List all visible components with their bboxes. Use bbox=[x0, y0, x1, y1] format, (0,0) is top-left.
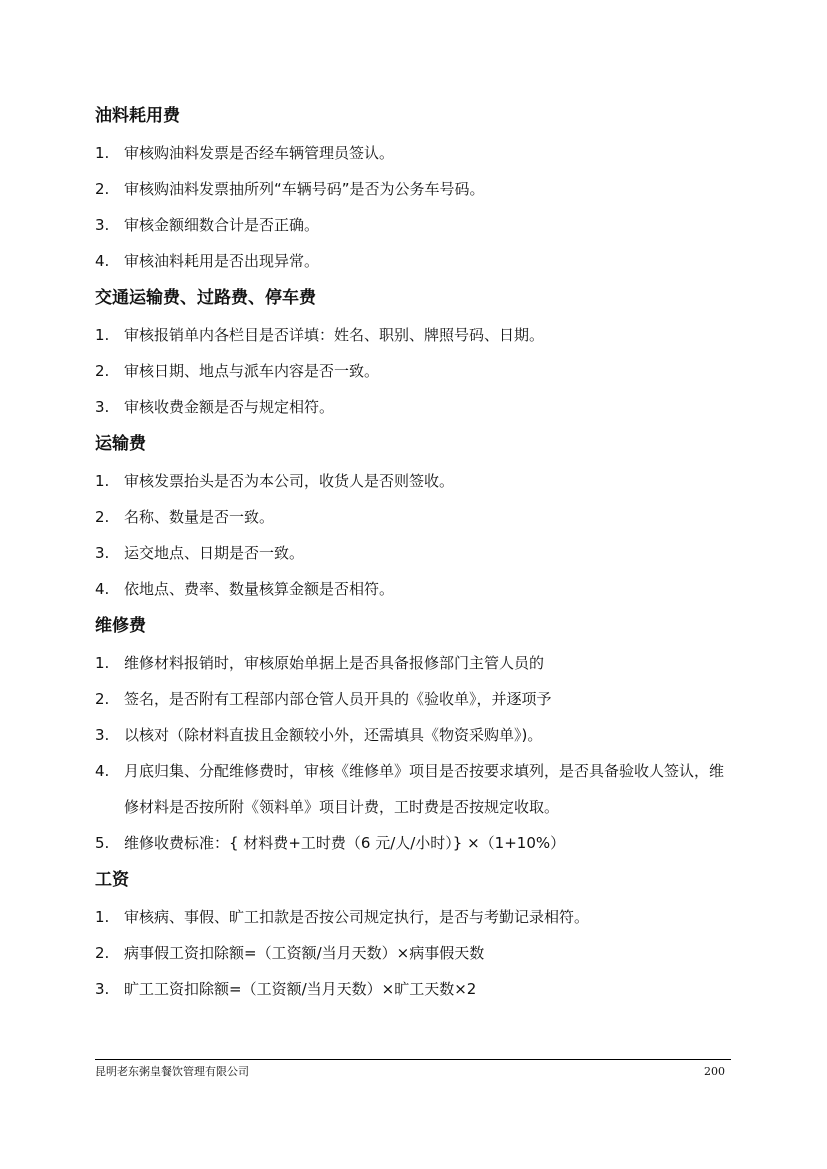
item-text: 审核病、事假、旷工扣款是否按公司规定执行，是否与考勤记录相符。 bbox=[124, 908, 590, 926]
section-heading: 油料耗用费 bbox=[95, 106, 180, 126]
item-text: 旷工工资扣除额=（工资额/当月天数）×旷工天数×2 bbox=[124, 980, 477, 998]
list-item bbox=[95, 542, 735, 564]
list-item bbox=[95, 578, 735, 600]
item-text: 审核日期、地点与派车内容是否一致。 bbox=[124, 362, 380, 380]
item-number: 3. bbox=[95, 980, 110, 998]
list-item bbox=[95, 250, 735, 272]
list-item bbox=[95, 470, 735, 492]
item-text: 审核报销单内各栏目是否详填：姓名、职别、牌照号码、日期。 bbox=[124, 326, 545, 344]
item-number: 4. bbox=[95, 762, 110, 780]
list-item bbox=[95, 832, 735, 854]
section-heading: 运输费 bbox=[95, 434, 146, 454]
section-heading: 维修费 bbox=[95, 616, 146, 636]
list-item bbox=[95, 178, 735, 200]
item-text: 病事假工资扣除额=（工资额/当月天数）×病事假天数 bbox=[124, 944, 485, 962]
item-number: 2. bbox=[95, 944, 110, 962]
item-number: 1. bbox=[95, 144, 110, 162]
item-text: 月底归集、分配维修费时，审核《维修单》项目是否按要求填列，是否具备验收人签认，维修材料是否按所附《领料单》项目计费，工时费是否按规定收取。 bbox=[124, 762, 725, 816]
item-number: 2. bbox=[95, 180, 110, 198]
list-item bbox=[95, 142, 735, 164]
item-number: 4. bbox=[95, 252, 110, 270]
item-text: 审核金额细数合计是否正确。 bbox=[124, 216, 320, 234]
list-item bbox=[95, 214, 735, 236]
section-maintenance bbox=[95, 614, 735, 854]
section-wages bbox=[95, 868, 735, 1000]
list-item bbox=[95, 724, 735, 746]
page-number: 200 bbox=[704, 1065, 725, 1078]
item-text: 以核对（除材料直拔且金额较小外，还需填具《物资采购单》)。 bbox=[124, 726, 543, 744]
list-item bbox=[95, 360, 735, 382]
item-text: 审核购油料发票是否经车辆管理员签认。 bbox=[124, 144, 395, 162]
footer-company-name: 昆明老东粥皇餐饮管理有限公司 bbox=[95, 1065, 249, 1078]
item-number: 3. bbox=[95, 726, 110, 744]
item-number: 2. bbox=[95, 362, 110, 380]
list-item bbox=[95, 942, 735, 964]
item-text: 审核购油料发票抽所列“车辆号码”是否为公务车号码。 bbox=[124, 180, 485, 198]
item-number: 3. bbox=[95, 544, 110, 562]
item-number: 1. bbox=[95, 472, 110, 490]
section-fuel bbox=[95, 104, 735, 272]
list-item bbox=[95, 652, 735, 674]
item-text: 运交地点、日期是否一致。 bbox=[124, 544, 305, 562]
item-text: 审核发票抬头是否为本公司，收货人是否则签收。 bbox=[124, 472, 455, 490]
item-number: 4. bbox=[95, 580, 110, 598]
item-number: 2. bbox=[95, 690, 110, 708]
item-text: 维修材料报销时，审核原始单据上是否具备报修部门主管人员的 bbox=[124, 654, 545, 672]
list-item bbox=[95, 906, 735, 928]
item-text: 维修收费标准：{ 材料费+工时费（6 元/人/小时）} ×（1+10%） bbox=[124, 834, 566, 852]
list-item bbox=[95, 688, 735, 710]
document-body bbox=[95, 104, 735, 1014]
list-item bbox=[95, 396, 735, 418]
item-text: 审核油料耗用是否出现异常。 bbox=[124, 252, 320, 270]
item-number: 5. bbox=[95, 834, 110, 852]
item-number: 1. bbox=[95, 654, 110, 672]
section-heading: 工资 bbox=[95, 870, 129, 890]
item-text: 名称、数量是否一致。 bbox=[124, 508, 275, 526]
list-item bbox=[95, 978, 735, 1000]
item-text: 依地点、费率、数量核算金额是否相符。 bbox=[124, 580, 395, 598]
list-item bbox=[95, 760, 735, 818]
list-item bbox=[95, 506, 735, 528]
section-transport-toll-parking bbox=[95, 286, 735, 418]
item-text: 签名，是否附有工程部内部仓管人员开具的《验收单》，并逐项予 bbox=[124, 690, 552, 708]
item-number: 1. bbox=[95, 908, 110, 926]
item-text: 审核收费金额是否与规定相符。 bbox=[124, 398, 335, 416]
item-number: 3. bbox=[95, 398, 110, 416]
footer-divider bbox=[95, 1059, 731, 1060]
section-heading: 交通运输费、过路费、停车费 bbox=[95, 288, 316, 308]
list-item bbox=[95, 324, 735, 346]
item-number: 1. bbox=[95, 326, 110, 344]
section-freight bbox=[95, 432, 735, 600]
item-number: 3. bbox=[95, 216, 110, 234]
item-number: 2. bbox=[95, 508, 110, 526]
